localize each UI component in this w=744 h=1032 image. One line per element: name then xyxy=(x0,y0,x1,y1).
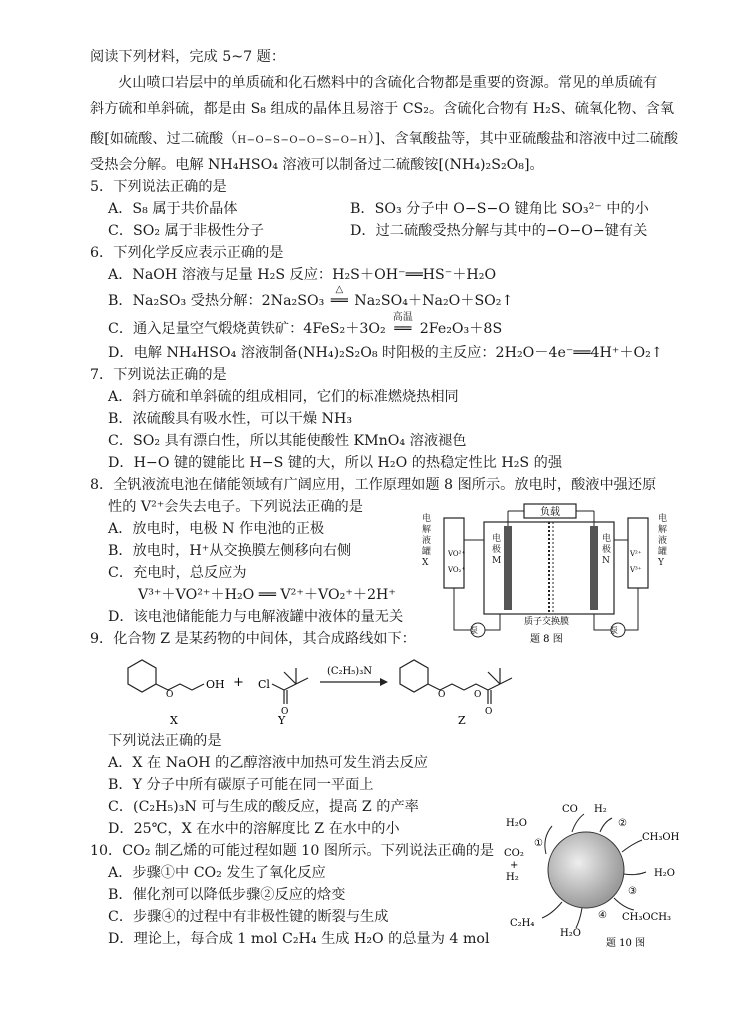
step-1: ① xyxy=(534,838,543,849)
q6-c-condition: 高温 xyxy=(392,312,413,323)
step-2: ② xyxy=(618,818,627,829)
z-ether-o: O xyxy=(438,690,446,700)
plus-sign: + xyxy=(233,675,244,690)
peroxydisulfuric-structure: H−O−S−O−O−S−O−H xyxy=(237,135,368,146)
passage-header: 阅读下列材料，完成 5~7 题： xyxy=(90,49,286,65)
ion-v3-plus: V³⁺ xyxy=(630,566,642,574)
q9-reaction-svg xyxy=(108,650,668,728)
q8-option-c-equation: V³⁺＋VO²⁺＋H₂O ══ V²⁺＋VO₂⁺＋2H⁺ xyxy=(138,587,396,603)
step-4: ④ xyxy=(598,910,607,921)
passage-line-3-start: 酸[如硫酸、过二硫酸（ xyxy=(90,131,238,147)
x-benzene-ring xyxy=(128,660,156,692)
passage-line-2: 斜方硫和单斜硫，都是由 S₈ 组成的晶体且易溶于 CS₂。含硫化合物有 H₂S、硫氧化物、含氧 xyxy=(90,101,675,117)
q7-option-d[interactable]: D．H−O 键的键能比 H−S 键的大，所以 H₂O 的热稳定性比 H₂S 的强 xyxy=(108,455,563,471)
q8-option-b[interactable]: B．放电时，H⁺从交换膜左侧移向右侧 xyxy=(108,543,352,559)
step-3: ③ xyxy=(628,886,637,897)
label-co2: CO₂ xyxy=(504,848,524,859)
tank-y-label: 电解液罐Y xyxy=(658,514,668,568)
q9-reaction-scheme xyxy=(108,650,668,728)
q5-option-b[interactable]: B．SO₃ 分子中 O−S−O 键角比 SO₃²⁻ 中的小 xyxy=(350,201,649,217)
q9-option-d[interactable]: D．25℃，X 在水中的溶解度比 Z 在水中的小 xyxy=(108,821,400,837)
y-carbonyl-o: O xyxy=(281,707,289,717)
q6-b-left: B．Na₂SO₃ 受热分解：2Na₂SO₃ xyxy=(108,293,325,309)
passage-line-3-end: ）]、含氧酸盐等，其中亚硫酸盐和溶液中过二硫酸 xyxy=(367,131,679,147)
ion-v2-plus: V²⁺ xyxy=(630,550,642,558)
passage-line-4: 受热会分解。电解 NH₄HSO₄ 溶液可以制备过二硫酸铵[(NH₄)₂S₂O₈]。 xyxy=(90,157,544,173)
q10-stem: 10．CO₂ 制乙烯的可能过程如题 10 图所示。下列说法正确的是 xyxy=(90,843,495,859)
reagent-label: (C₂H₅)₃N xyxy=(327,666,372,677)
label-ch3oh: CH₃OH xyxy=(642,832,680,843)
q6-stem: 6．下列化学反应表示正确的是 xyxy=(90,245,284,261)
z-benzene-ring xyxy=(400,660,428,692)
label-h2o-right: H₂O xyxy=(654,868,675,879)
label-c2h4: C₂H₄ xyxy=(510,918,535,929)
q8-stem-1: 8．全钒液流电池在储能领域有广阔应用，工作原理如题 8 图所示。放电时，酸液中强还原 xyxy=(90,477,657,493)
label-plus: + xyxy=(510,860,519,871)
figure-8-caption: 题 8 图 xyxy=(530,634,563,645)
q10-option-a[interactable]: A．步骤①中 CO₂ 发生了氧化反应 xyxy=(108,865,326,881)
q7-option-c[interactable]: C．SO₂ 具有漂白性，所以其能使酸性 KMnO₄ 溶液褪色 xyxy=(108,433,467,449)
x-ether-o: O xyxy=(166,690,174,700)
ion-vo2-plus: VO²⁺ xyxy=(448,550,466,558)
q10-option-c[interactable]: C．步骤④的过程中有非极性键的断裂与生成 xyxy=(108,909,389,925)
q8-option-a[interactable]: A．放电时，电极 N 作电池的正极 xyxy=(108,521,325,537)
membrane-label: 质子交换膜 xyxy=(524,617,570,627)
label-z: Z xyxy=(458,714,466,727)
load-label: 负载 xyxy=(540,507,560,518)
electrode-m xyxy=(504,526,512,610)
pump-right-label: 泵 xyxy=(610,626,618,635)
q9-option-c[interactable]: C．(C₂H₅)₃N 可与生成的酸反应，提高 Z 的产率 xyxy=(108,799,419,815)
q10-option-d[interactable]: D．理论上，每合成 1 mol C₂H₄ 生成 H₂O 的总量为 4 mol xyxy=(108,931,490,947)
q5-option-a[interactable]: A．S₈ 属于共价晶体 xyxy=(108,201,238,217)
q5-stem: 5．下列说法正确的是 xyxy=(90,179,227,195)
figure-10-svg xyxy=(502,800,688,952)
q6-c-left: C．通入足量空气煅烧黄铁矿：4FeS₂＋3O₂ xyxy=(108,321,386,337)
q7-option-a[interactable]: A．斜方硫和单斜硫的组成相同，它们的标准燃烧热相同 xyxy=(108,389,459,405)
label-x: X xyxy=(170,714,178,727)
y-cl: Cl xyxy=(258,678,270,691)
label-y: Y xyxy=(278,714,286,727)
catalyst-sphere xyxy=(548,832,624,908)
label-h2-top: H₂ xyxy=(594,804,607,815)
x-oh: OH xyxy=(206,678,225,691)
q8-option-d[interactable]: D．该电池储能能力与电解液罐中液体的量无关 xyxy=(108,609,404,625)
z-ester-o: O xyxy=(474,690,482,700)
q6-option-d[interactable]: D．电解 NH₄HSO₄ 溶液制备(NH₄)₂S₂O₈ 时阳极的主反应：2H₂O－4e⁻══4H⁺＋O₂↑ xyxy=(108,345,663,361)
label-h2-left: H₂ xyxy=(506,872,519,883)
label-h2o-bottom: H₂O xyxy=(560,928,581,939)
q9-option-a[interactable]: A．X 在 NaOH 的乙醇溶液中加热可发生消去反应 xyxy=(108,755,428,771)
q7-stem: 7．下列说法正确的是 xyxy=(90,367,227,383)
q5-option-c[interactable]: C．SO₂ 属于非极性分子 xyxy=(108,223,264,239)
q7-option-b[interactable]: B．浓硫酸具有吸水性，可以干燥 NH₃ xyxy=(108,411,353,427)
z-carbonyl-o: O xyxy=(485,707,493,717)
q6-b-condition: △ xyxy=(335,284,344,295)
label-co: CO xyxy=(562,804,578,815)
q6-option-b[interactable]: B．Na₂SO₃ 受热分解：2Na₂SO₃ △ ══ Na₂SO₄＋Na₂O＋SO₂↑ xyxy=(108,290,513,312)
q6-c-right: 2Fe₂O₃＋8S xyxy=(419,321,503,337)
figure-10-catalytic-cycle xyxy=(502,800,688,952)
label-h2o-top: H₂O xyxy=(506,818,527,829)
figure-10-caption: 题 10 图 xyxy=(606,938,646,949)
electrode-n-label: 电极N xyxy=(602,534,612,566)
label-ch3och3: CH₃OCH₃ xyxy=(622,912,671,923)
q9-stem: 9．化合物 Z 是某药物的中间体，其合成路线如下： xyxy=(90,631,416,647)
q9-sub-stem: 下列说法正确的是 xyxy=(108,733,222,749)
q8-stem-2: 性的 V²⁺会失去电子。下列说法正确的是 xyxy=(108,499,363,515)
electrode-n xyxy=(590,526,598,610)
q6-b-right: Na₂SO₄＋Na₂O＋SO₂↑ xyxy=(354,293,514,309)
q6-option-a[interactable]: A．NaOH 溶液与足量 H₂S 反应：H₂S＋OH⁻══HS⁻＋H₂O xyxy=(108,267,497,283)
figure-8-vanadium-battery xyxy=(418,500,678,652)
passage-line-3 xyxy=(90,128,678,152)
q6-option-c[interactable]: C．通入足量空气煅烧黄铁矿：4FeS₂＋3O₂ 高温 ══ 2Fe₂O₃＋8S xyxy=(108,318,502,340)
q8-option-c[interactable]: C．充电时，总反应为 xyxy=(108,565,247,581)
q5-option-d[interactable]: D．过二硫酸受热分解与其中的−O−O−键有关 xyxy=(350,223,648,239)
tank-x-label: 电解液罐X xyxy=(422,514,432,568)
passage-line-1: 火山喷口岩层中的单质硫和化石燃料中的含硫化合物都是重要的资源。常见的单质硫有 xyxy=(118,75,658,91)
q10-option-b[interactable]: B．催化剂可以降低步骤②反应的焓变 xyxy=(108,887,346,903)
ion-vo2-plus-sub: VO₂⁺ xyxy=(448,566,466,574)
q9-option-b[interactable]: B．Y 分子中所有碳原子可能在同一平面上 xyxy=(108,777,374,793)
electrode-m-label: 电极M xyxy=(492,534,502,566)
figure-8-svg xyxy=(418,500,678,652)
pump-left-label: 泵 xyxy=(470,626,478,635)
